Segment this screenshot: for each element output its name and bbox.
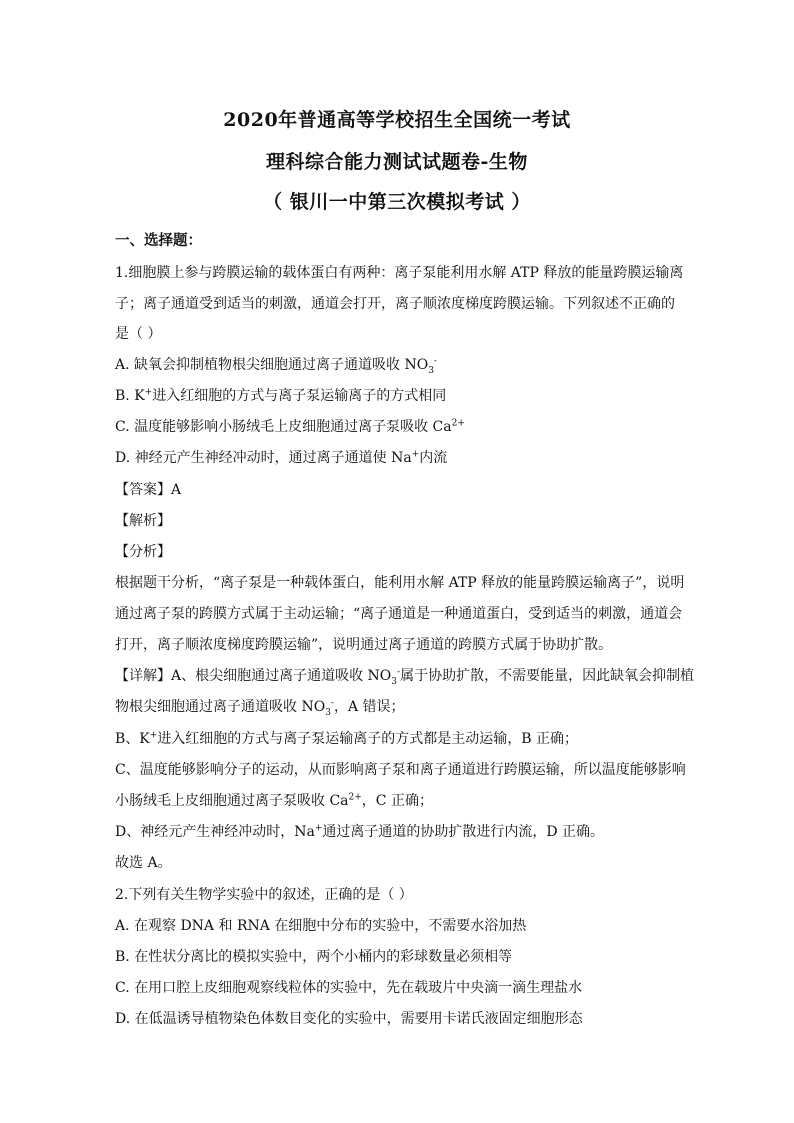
q1-fenxi-line-1: 根据题干分析，“离子泵是一种载体蛋白，能利用水解 ATP 释放的能量跨膜运输离子”，说明 <box>115 575 685 591</box>
q2-stem: 2.下列有关生物学实验中的叙述，正确的是（ ） <box>115 887 413 903</box>
exam-title: 2020年普通高等学校招生全国统一考试 <box>223 109 571 131</box>
q1-stem-line-1: 1.细胞膜上参与跨膜运输的载体蛋白有两种：离子泵能利用水解 ATP 释放的能量跨膜运输离 <box>115 265 684 281</box>
q1-detail-line-1: 【详解】A、根尖细胞通过离子通道吸收 $NO_3^-$属于协助扩散，不需要能量，因此缺氧会抑制植 <box>115 667 695 687</box>
q1-detail-line-4: C、温度能够影响分子的运动，从而影响离子泵和离子通道进行跨膜运输，所以温度能够影响 <box>115 762 686 778</box>
q1-option-c: C. 温度能够影响小肠绒毛上皮细胞通过离子泵吸收 $Ca^{2+}$ <box>115 418 465 435</box>
q1-detail-line-6: D、神经元产生神经冲动时，Na+通过离子通道的协助扩散进行内流，D 正确。 <box>115 823 605 840</box>
q2-option-a: A. 在观察 DNA 和 RNA 在细胞中分布的实验中，不需要水浴加热 <box>115 918 527 934</box>
q1-stem-line-2: 子；离子通道受到适当的刺激，通道会打开，离子顺浓度梯度跨膜运输。下列叙述不正确的 <box>115 296 675 312</box>
q2-option-b: B. 在性状分离比的模拟实验中，两个小桶内的彩球数量必须相等 <box>115 949 513 965</box>
exam-source: （ 银川一中第三次模拟考试 ） <box>263 191 531 213</box>
detail-label: 【详解】 <box>115 668 171 684</box>
q1-option-b: B. K+进入红细胞的方式与离子泵运输离子的方式相同 <box>115 387 447 404</box>
q2-option-c: C. 在用口腔上皮细胞观察线粒体的实验中，先在载玻片中央滴一滴生理盐水 <box>115 980 583 996</box>
answer-value: A <box>171 482 182 498</box>
section-heading: 一、选择题： <box>115 232 202 249</box>
q1-fenxi-line-3: 打开，离子顺浓度梯度跨膜运输”，说明通过离子通道的跨膜方式属于协助扩散。 <box>115 637 613 653</box>
q2-option-d: D. 在低温诱导植物染色体数目变化的实验中，需要用卡诺氏液固定细胞形态 <box>115 1011 583 1027</box>
q1-analysis-label: 【解析】 <box>115 513 171 529</box>
q1-fenxi-label: 【分析】 <box>115 544 171 560</box>
q1-option-d: D. 神经元产生神经冲动时，通过离子通道使 Na+内流 <box>115 449 448 466</box>
exam-subtitle: 理科综合能力测试试题卷-生物 <box>266 151 528 173</box>
q1-detail-line-5: 小肠绒毛上皮细胞通过离子泵吸收 $Ca^{2+}$，C 正确； <box>115 792 433 809</box>
q1-conclusion: 故选 A。 <box>115 855 172 871</box>
q1-option-a: A. 缺氧会抑制植物根尖细胞通过离子通道吸收 $NO_3^-$ <box>115 356 437 376</box>
q1-answer <box>115 479 181 499</box>
q1-stem-line-3: 是（ ） <box>115 326 162 342</box>
answer-label: 【答案】 <box>115 482 171 498</box>
q1-detail-line-3: B、K+进入红细胞的方式与离子泵运输离子的方式都是主动运输，B 正确； <box>115 730 579 747</box>
q1-detail-line-2: 物根尖细胞通过离子通道吸收 $NO_3^-$，A 错误； <box>115 698 405 718</box>
q1-fenxi-line-2: 通过离子泵的跨膜方式属于主动运输；“离子通道是一种通道蛋白，受到适当的刺激，通道会 <box>115 606 683 622</box>
